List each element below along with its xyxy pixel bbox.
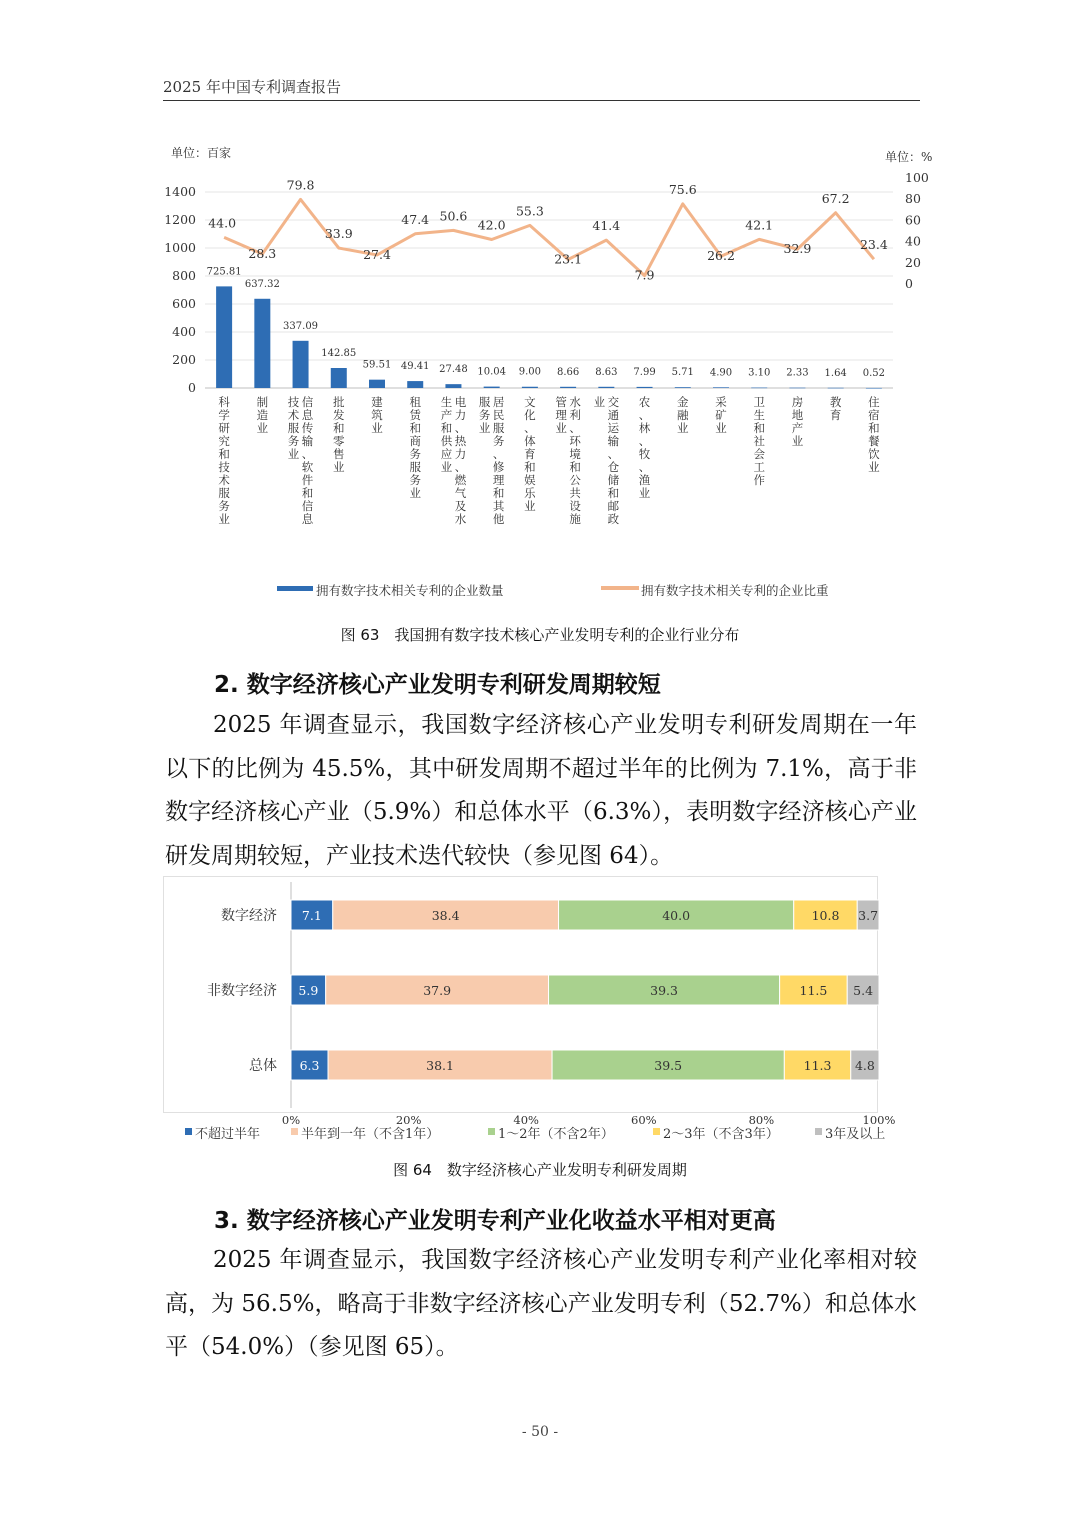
legend-swatch	[653, 1128, 660, 1135]
category-label-char: 仓	[607, 460, 620, 474]
category-label-char: 和	[333, 421, 345, 435]
legend-swatch	[815, 1128, 822, 1135]
bar	[637, 387, 653, 388]
bar-value-label: 5.71	[671, 367, 694, 379]
category-label-char: 他	[492, 512, 505, 526]
category-label-char: 业	[715, 421, 727, 435]
share-value-label: 32.9	[783, 241, 812, 257]
category-label-char: 、	[638, 460, 651, 474]
category-label-char: 居	[492, 395, 505, 409]
bar	[522, 387, 538, 388]
category-label-char: 生	[440, 395, 453, 409]
category-label-char: 宿	[868, 408, 880, 422]
category-label-char: 服	[492, 421, 505, 435]
segment-value-label: 37.9	[423, 983, 452, 998]
category-label-char: 融	[677, 408, 689, 422]
category-label-char: 研	[218, 421, 230, 435]
running-header: 2025 年中国专利调查报告	[163, 78, 341, 96]
bar-value-label: 7.99	[633, 366, 656, 378]
bar	[828, 388, 844, 389]
category-label-char: 术	[218, 473, 230, 487]
bar	[407, 381, 423, 388]
legend-label-count: 拥有数字技术相关专利的企业数量	[316, 583, 504, 598]
legend-label: 2～3年（不含3年）	[663, 1127, 779, 1142]
category-label-char: 业	[638, 486, 651, 500]
legend-label: 1～2年（不含2年）	[498, 1127, 614, 1142]
category-label-char: 电	[454, 395, 467, 409]
category-label-char: 传	[301, 421, 314, 435]
category-label-char: 业	[791, 434, 804, 448]
right-tick-label: 20	[905, 254, 921, 270]
bar-value-label: 337.09	[283, 320, 319, 332]
share-value-label: 23.1	[554, 251, 583, 267]
category-label-char: 政	[607, 512, 620, 526]
bar	[560, 387, 576, 388]
x-tick-label: 0%	[281, 1113, 301, 1127]
share-value-label: 67.2	[821, 190, 850, 206]
category-label-char: 务	[218, 499, 230, 513]
category-label-char: 零	[333, 434, 345, 448]
category-label-char: 会	[753, 447, 765, 461]
category-label-char: 业	[440, 460, 453, 474]
category-label-char: 批	[333, 395, 345, 409]
category-label-char: 育	[524, 447, 536, 461]
category-label-char: 业	[524, 499, 536, 513]
category-label-char: 其	[492, 499, 505, 513]
category-label-char: 林	[638, 421, 651, 435]
category-label-char: 件	[301, 473, 314, 487]
bar	[445, 384, 461, 388]
category-label-char: 信	[301, 395, 314, 409]
left-tick-label: 600	[172, 296, 196, 311]
right-tick-label: 80	[905, 191, 921, 207]
legend-label: 不超过半年	[195, 1127, 261, 1142]
legend-swatch	[185, 1128, 192, 1135]
bar	[369, 380, 385, 388]
category-label-char: 输	[607, 434, 620, 448]
category-label-char: 储	[607, 473, 620, 487]
bar-value-label: 637.32	[244, 278, 280, 290]
category-label-char: 金	[677, 395, 689, 409]
category-label-char: 工	[753, 460, 765, 474]
share-value-label: 7.9	[634, 267, 655, 283]
x-tick-label: 60%	[631, 1113, 657, 1127]
bar-value-label: 2.33	[786, 367, 809, 379]
category-label-char: 技	[218, 460, 230, 474]
category-label-char: 业	[371, 421, 383, 435]
category-label-char: 教	[829, 395, 842, 409]
category-label-char: 文	[524, 395, 536, 409]
category-label-char: 建	[371, 395, 383, 409]
category-label-char: 、	[638, 408, 651, 422]
category-label-char: 水	[454, 512, 467, 526]
share-value-label: 28.3	[248, 246, 277, 262]
category-label-char: 售	[333, 447, 345, 461]
category-label-char: 息	[301, 408, 314, 422]
category-label-char: 、	[454, 421, 467, 435]
category-label-char: 化	[524, 408, 536, 422]
category-label-char: 业	[256, 421, 269, 435]
category-label-char: 公	[569, 473, 581, 487]
category-label-char: 赁	[409, 408, 421, 422]
segment-value-label: 5.9	[298, 983, 319, 998]
bar	[789, 388, 805, 389]
category-label-char: 生	[753, 408, 765, 422]
category-label-char: 卫	[753, 395, 765, 409]
share-value-label: 79.8	[286, 177, 315, 193]
bar-value-label: 8.66	[556, 366, 580, 378]
share-value-label: 75.6	[668, 181, 697, 197]
section-2-heading: 2. 数字经济核心产业发明专利研发周期较短	[214, 672, 661, 698]
category-label-char: 和	[492, 486, 505, 500]
category-label-char: 理	[555, 408, 567, 422]
segment-value-label: 38.1	[426, 1058, 454, 1073]
category-label-char: 学	[218, 408, 230, 422]
category-label-char: 和	[569, 460, 581, 474]
segment-value-label: 39.5	[654, 1058, 683, 1073]
category-label-char: 、	[607, 447, 620, 461]
left-axis-unit: 单位：百家	[171, 146, 232, 160]
category-label-char: 业	[287, 447, 300, 461]
left-tick-label: 0	[188, 380, 196, 395]
left-tick-label: 400	[172, 324, 196, 339]
category-label-char: 渔	[638, 473, 651, 487]
category-label-char: 软	[301, 460, 314, 474]
category-label-char: 社	[753, 434, 765, 448]
section-3-paragraph: 2025 年调查显示，我国数字经济核心产业发明专利产业化率相对较高，为 56.5%，略高于非数字经济核心产业发明专利（52.7%）和总体水平（54.0%）（参见图 65）。	[165, 1247, 917, 1360]
left-tick-label: 200	[172, 352, 196, 367]
segment-value-label: 10.8	[811, 908, 840, 923]
category-label-char: 力	[454, 408, 467, 422]
category-label-char: 环	[569, 434, 581, 448]
share-value-label: 44.0	[208, 215, 237, 231]
bar-value-label: 0.52	[862, 367, 886, 379]
category-label-char: 乐	[524, 486, 536, 500]
category-label-char: 房	[791, 395, 804, 409]
category-label-char: 息	[301, 512, 314, 526]
category-label-char: 、	[301, 447, 314, 461]
header-rule	[163, 100, 920, 101]
bar	[866, 388, 882, 389]
category-label-char: 牧	[638, 447, 651, 461]
category-label-char: 术	[287, 408, 300, 422]
category-label-char: 和	[868, 421, 880, 435]
category-label-char: 应	[440, 447, 453, 461]
category-label-char: 修	[492, 460, 505, 474]
category-label-char: 理	[492, 473, 505, 487]
category-label-char: 管	[555, 395, 567, 409]
category-label-char: 产	[791, 421, 804, 435]
legend-swatch-count	[277, 586, 313, 591]
category-label-char: 共	[569, 486, 581, 500]
category-label-char: 产	[440, 408, 453, 422]
category-label-char: 和	[218, 447, 230, 461]
bar-value-label: 49.41	[400, 361, 430, 373]
segment-value-label: 5.4	[853, 983, 874, 998]
right-tick-label: 40	[905, 233, 921, 249]
category-label-char: 业	[333, 460, 345, 474]
category-label-char: 业	[478, 421, 491, 435]
bar-value-label: 142.85	[321, 348, 357, 360]
category-label-char: 水	[569, 395, 581, 409]
category-label-char: 饮	[868, 447, 880, 461]
category-label-char: 业	[593, 395, 606, 409]
bar	[713, 387, 729, 388]
category-label-char: 和	[607, 486, 620, 500]
segment-value-label: 38.4	[431, 908, 460, 923]
share-value-label: 33.9	[324, 226, 353, 242]
legend-swatch-share	[601, 586, 639, 590]
share-value-label: 41.4	[592, 218, 621, 234]
category-label-char: 业	[677, 421, 689, 435]
category-label-char: 技	[287, 395, 300, 409]
category-label-char: 运	[607, 421, 620, 435]
share-value-label: 42.0	[477, 217, 506, 233]
legend-swatch	[291, 1128, 298, 1135]
category-label-char: 及	[454, 499, 467, 513]
bar-value-label: 8.63	[595, 366, 618, 378]
category-label-char: 邮	[607, 499, 620, 513]
segment-value-label: 3.7	[858, 908, 879, 923]
category-label-char: 农	[638, 395, 651, 409]
bar	[751, 388, 767, 389]
category-label-char: 究	[218, 434, 230, 448]
category-label-char: 通	[607, 408, 620, 422]
category-label-char: 制	[256, 395, 269, 409]
category-label-char: 科	[218, 395, 230, 409]
share-value-label: 50.6	[439, 208, 468, 224]
segment-value-label: 39.3	[650, 983, 679, 998]
share-series-line	[224, 199, 874, 275]
left-tick-label: 800	[172, 268, 196, 283]
category-label-char: 热	[454, 434, 467, 448]
category-label-char: 采	[715, 395, 727, 409]
share-value-label: 23.4	[859, 237, 888, 253]
segment-value-label: 7.1	[301, 908, 322, 923]
category-label-char: 、	[638, 434, 651, 448]
bar	[216, 286, 232, 388]
category-label-char: 务	[409, 447, 421, 461]
category-label-char: 、	[454, 460, 467, 474]
x-tick-label: 20%	[395, 1113, 422, 1127]
category-label-char: 务	[409, 473, 421, 487]
category-label-char: 和	[440, 421, 453, 435]
share-value-label: 42.1	[745, 217, 774, 233]
figure-63-chart	[163, 140, 933, 610]
figure-63-caption: 图 63 我国拥有数字技术核心产业发明专利的企业行业分布	[340, 626, 740, 644]
legend-label-share: 拥有数字技术相关专利的企业比重	[641, 583, 829, 598]
bar-value-label: 3.10	[748, 367, 771, 379]
bar	[331, 368, 347, 388]
category-label-char: 和	[753, 421, 765, 435]
legend-swatch	[488, 1128, 495, 1135]
share-value-label: 55.3	[515, 203, 544, 219]
category-label-char: 育	[829, 408, 842, 422]
category-label-char: 服	[409, 460, 421, 474]
bar	[675, 387, 691, 388]
category-label-char: 设	[569, 499, 581, 513]
right-tick-label: 100	[905, 170, 929, 185]
category-label-char: 气	[454, 486, 467, 500]
bar-value-label: 9.00	[518, 366, 542, 378]
x-tick-label: 100%	[862, 1113, 896, 1127]
category-label-char: 力	[454, 447, 467, 461]
legend-label: 半年到一年（不含1年）	[301, 1127, 440, 1142]
category-label-char: 作	[753, 473, 765, 487]
category-label-char: 、	[524, 421, 536, 435]
category-label: 非数字经济	[207, 983, 277, 999]
bar-value-label: 27.48	[439, 364, 468, 376]
bar	[293, 341, 309, 388]
section-2-paragraph: 2025 年调查显示，我国数字经济核心产业发明专利研发周期在一年以下的比例为 45.5%，其中研发周期不超过半年的比例为 7.1%，高于非数字经济核心产业（5.9%）和总体水平（6.3%），表明数字经济核心产业研发周期较短，产业技术迭代较快（参见图 64）。	[165, 712, 917, 869]
category-label: 总体	[249, 1058, 277, 1074]
legend-label: 3年及以上	[825, 1127, 886, 1142]
category-label-char: 境	[569, 447, 581, 461]
category-label-char: 筑	[371, 408, 383, 422]
segment-value-label: 11.5	[799, 983, 828, 998]
figure-64-chart	[163, 876, 920, 1148]
bar-value-label: 59.51	[362, 359, 392, 371]
segment-value-label: 4.8	[854, 1058, 875, 1073]
category-label-char: 信	[301, 499, 314, 513]
category-label-char: 民	[492, 408, 505, 422]
bar-value-label: 4.90	[709, 367, 733, 379]
category-label-char: 和	[524, 460, 536, 474]
category-label-char: 务	[287, 434, 300, 448]
category-label-char: 服	[218, 486, 230, 500]
right-axis-unit: 单位：%	[885, 150, 933, 164]
category-label-char: 、	[569, 421, 581, 435]
right-tick-label: 0	[905, 276, 913, 291]
category-label-char: 交	[607, 395, 620, 409]
category-label-char: 和	[301, 486, 314, 500]
category-label-char: 业	[218, 512, 230, 526]
category-label-char: 体	[524, 434, 536, 448]
left-tick-label: 1000	[164, 240, 196, 255]
share-value-label: 26.2	[707, 248, 735, 264]
segment-value-label: 11.3	[803, 1058, 832, 1073]
section-3-heading: 3. 数字经济核心产业发明专利产业化收益水平相对更高	[214, 1208, 776, 1234]
category-label-char: 商	[409, 434, 421, 448]
page-number: - 50 -	[521, 1424, 559, 1440]
category-label-char: 发	[333, 408, 345, 422]
category-label-char: 业	[555, 421, 567, 435]
category-label-char: 利	[569, 408, 581, 422]
left-tick-label: 1200	[164, 212, 196, 227]
category-label-char: 供	[440, 434, 453, 448]
category-label-char: 服	[287, 421, 300, 435]
share-value-label: 47.4	[401, 211, 430, 227]
category-label-char: 地	[791, 408, 804, 422]
bar-value-label: 10.04	[477, 366, 506, 378]
industry-distribution-chart	[163, 140, 933, 610]
category-label: 数字经济	[221, 908, 277, 924]
category-label-char: 服	[478, 395, 491, 409]
segment-value-label: 40.0	[662, 908, 691, 923]
left-tick-label: 1400	[164, 184, 196, 199]
category-label-char: 娱	[524, 473, 536, 487]
figure-64-caption: 图 64 数字经济核心产业发明专利研发周期	[393, 1161, 687, 1179]
bar	[254, 299, 270, 388]
category-label-char: 业	[409, 486, 421, 500]
category-label-char: 餐	[868, 434, 880, 448]
bar	[484, 387, 500, 388]
category-label-char: 、	[492, 447, 505, 461]
category-label-char: 燃	[454, 473, 467, 487]
category-label-char: 和	[409, 421, 421, 435]
category-label-char: 矿	[715, 408, 727, 422]
category-label-char: 住	[868, 395, 880, 409]
category-label-char: 务	[492, 434, 505, 448]
bar	[598, 387, 614, 388]
right-tick-label: 60	[905, 212, 921, 228]
category-label-char: 务	[478, 408, 491, 422]
bar-value-label: 725.81	[206, 266, 242, 278]
share-value-label: 27.4	[363, 246, 391, 262]
category-label-char: 租	[409, 395, 421, 409]
rd-cycle-chart	[163, 876, 920, 1148]
segment-value-label: 6.3	[299, 1058, 320, 1073]
x-tick-label: 40%	[513, 1113, 539, 1127]
category-label-char: 施	[569, 512, 581, 526]
category-label-char: 输	[301, 434, 314, 448]
category-label-char: 造	[256, 408, 269, 422]
category-label-char: 业	[868, 460, 880, 474]
x-tick-label: 80%	[748, 1113, 775, 1127]
bar-value-label: 1.64	[824, 367, 847, 379]
